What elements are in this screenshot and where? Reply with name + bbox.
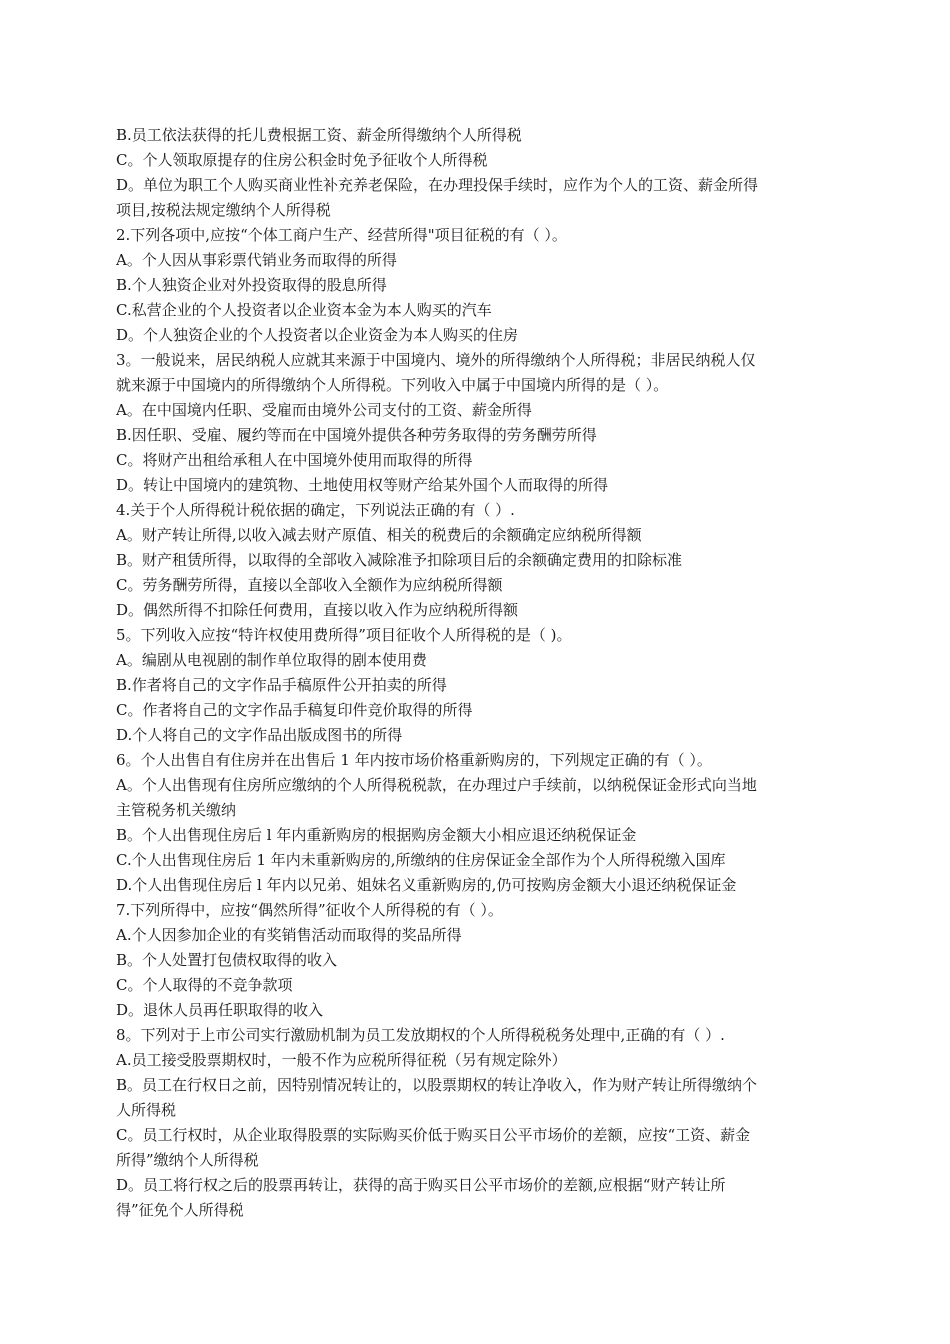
text-line: C。个人取得的不竞争款项 [116,976,293,994]
text-line: 7.下列所得中，应按“偶然所得”征收个人所得税的有（ ）。 [116,901,503,919]
text-line: C.私营企业的个人投资者以企业资本金为本人购买的汽车 [116,301,492,319]
text-line: 主管税务机关缴纳 [116,801,237,819]
text-line: B。财产租赁所得，以取得的全部收入减除准予扣除项目后的余额确定费用的扣除标准 [116,551,683,569]
text-line: C。作者将自己的文字作品手稿复印件竞价取得的所得 [116,701,473,719]
text-line: A。个人因从事彩票代销业务而取得的所得 [116,251,397,269]
text-line: A.个人因参加企业的有奖销售活动而取得的奖品所得 [116,926,462,944]
text-line: C。劳务酬劳所得，直接以全部收入全额作为应纳税所得额 [116,576,503,594]
text-line: A.员工接受股票期权时，一般不作为应税所得征税（另有规定除外） [116,1051,567,1069]
text-line: 得”征免个人所得税 [116,1201,244,1219]
text-line: C.个人出售现住房后 1 年内未重新购房的,所缴纳的住房保证金全部作为个人所得税缴入国库 [116,851,726,869]
text-line: D。个人独资企业的个人投资者以企业资金为本人购买的住房 [116,326,519,344]
text-line: B.员工依法获得的托儿费根据工资、薪金所得缴纳个人所得税 [116,126,522,144]
text-line: A。个人出售现有住房所应缴纳的个人所得税税款，在办理过户手续前，以纳税保证金形式向当地 [116,776,757,794]
text-line: C。员工行权时，从企业取得股票的实际购买价低于购买日公平市场价的差额，应按“工资、薪金 [116,1126,751,1144]
text-line: 项目,按税法规定缴纳个人所得税 [116,201,331,219]
text-line: D。退休人员再任职取得的收入 [116,1001,324,1019]
text-line: B.因任职、受雇、履约等而在中国境外提供各种劳务取得的劳务酬劳所得 [116,426,597,444]
text-line: D。单位为职工个人购买商业性补充养老保险，在办理投保手续时，应作为个人的工资、薪金所得 [116,176,759,194]
text-line: B.作者将自己的文字作品手稿原件公开拍卖的所得 [116,676,447,694]
document-body [116,123,840,1223]
text-line: A。在中国境内任职、受雇而由境外公司支付的工资、薪金所得 [116,401,532,419]
text-line: 5。下列收入应按“特许权使用费所得”项目征收个人所得税的是（ )。 [116,626,572,644]
text-line: D.个人将自己的文字作品出版成图书的所得 [116,726,403,744]
text-line: 所得”缴纳个人所得税 [116,1151,259,1169]
text-line: D。转让中国境内的建筑物、土地使用权等财产给某外国个人而取得的所得 [116,476,609,494]
text-line: A。财产转让所得,以收入减去财产原值、相关的税费后的余额确定应纳税所得额 [116,526,642,544]
text-line: D。员工将行权之后的股票再转让，获得的高于购买日公平市场价的差额,应根据“财产转让所 [116,1176,726,1194]
text-line: 4.关于个人所得税计税依据的确定，下列说法正确的有（ ）. [116,501,515,519]
text-line: B。员工在行权日之前，因特别情况转让的，以股票期权的转让净收入，作为财产转让所得缴纳个 [116,1076,758,1094]
text-line: 8。下列对于上市公司实行激励机制为员工发放期权的个人所得税税务处理中,正确的有（ ）. [116,1026,725,1044]
text-line: C。个人领取原提存的住房公积金时免予征收个人所得税 [116,151,488,169]
text-line: C。将财产出租给承租人在中国境外使用而取得的所得 [116,451,473,469]
text-line: B.个人独资企业对外投资取得的股息所得 [116,276,387,294]
text-line: 6。个人出售自有住房并在出售后 1 年内按市场价格重新购房的，下列规定正确的有（ ）。 [116,751,712,769]
text-line: B。个人处置打包债权取得的收入 [116,951,338,969]
text-line: D.个人出售现住房后 l 年内以兄弟、姐妹名义重新购房的,仍可按购房金额大小退还纳税保证金 [116,876,737,894]
text-line: A。编剧从电视剧的制作单位取得的剧本使用费 [116,651,427,669]
text-line: 3。一般说来，居民纳税人应就其来源于中国境内、境外的所得缴纳个人所得税；非居民纳税人仅 [116,351,756,369]
text-line: 就来源于中国境内的所得缴纳个人所得税。下列收入中属于中国境内所得的是（ ）。 [116,376,669,394]
text-line: D。偶然所得不扣除任何费用，直接以收入作为应纳税所得额 [116,601,519,619]
text-line: B。个人出售现住房后 l 年内重新购房的根据购房金额大小相应退还纳税保证金 [116,826,637,844]
text-line: 2.下列各项中,应按“个体工商户生产、经营所得"项目征税的有（ ）。 [116,226,567,244]
text-line: 人所得税 [116,1101,177,1119]
